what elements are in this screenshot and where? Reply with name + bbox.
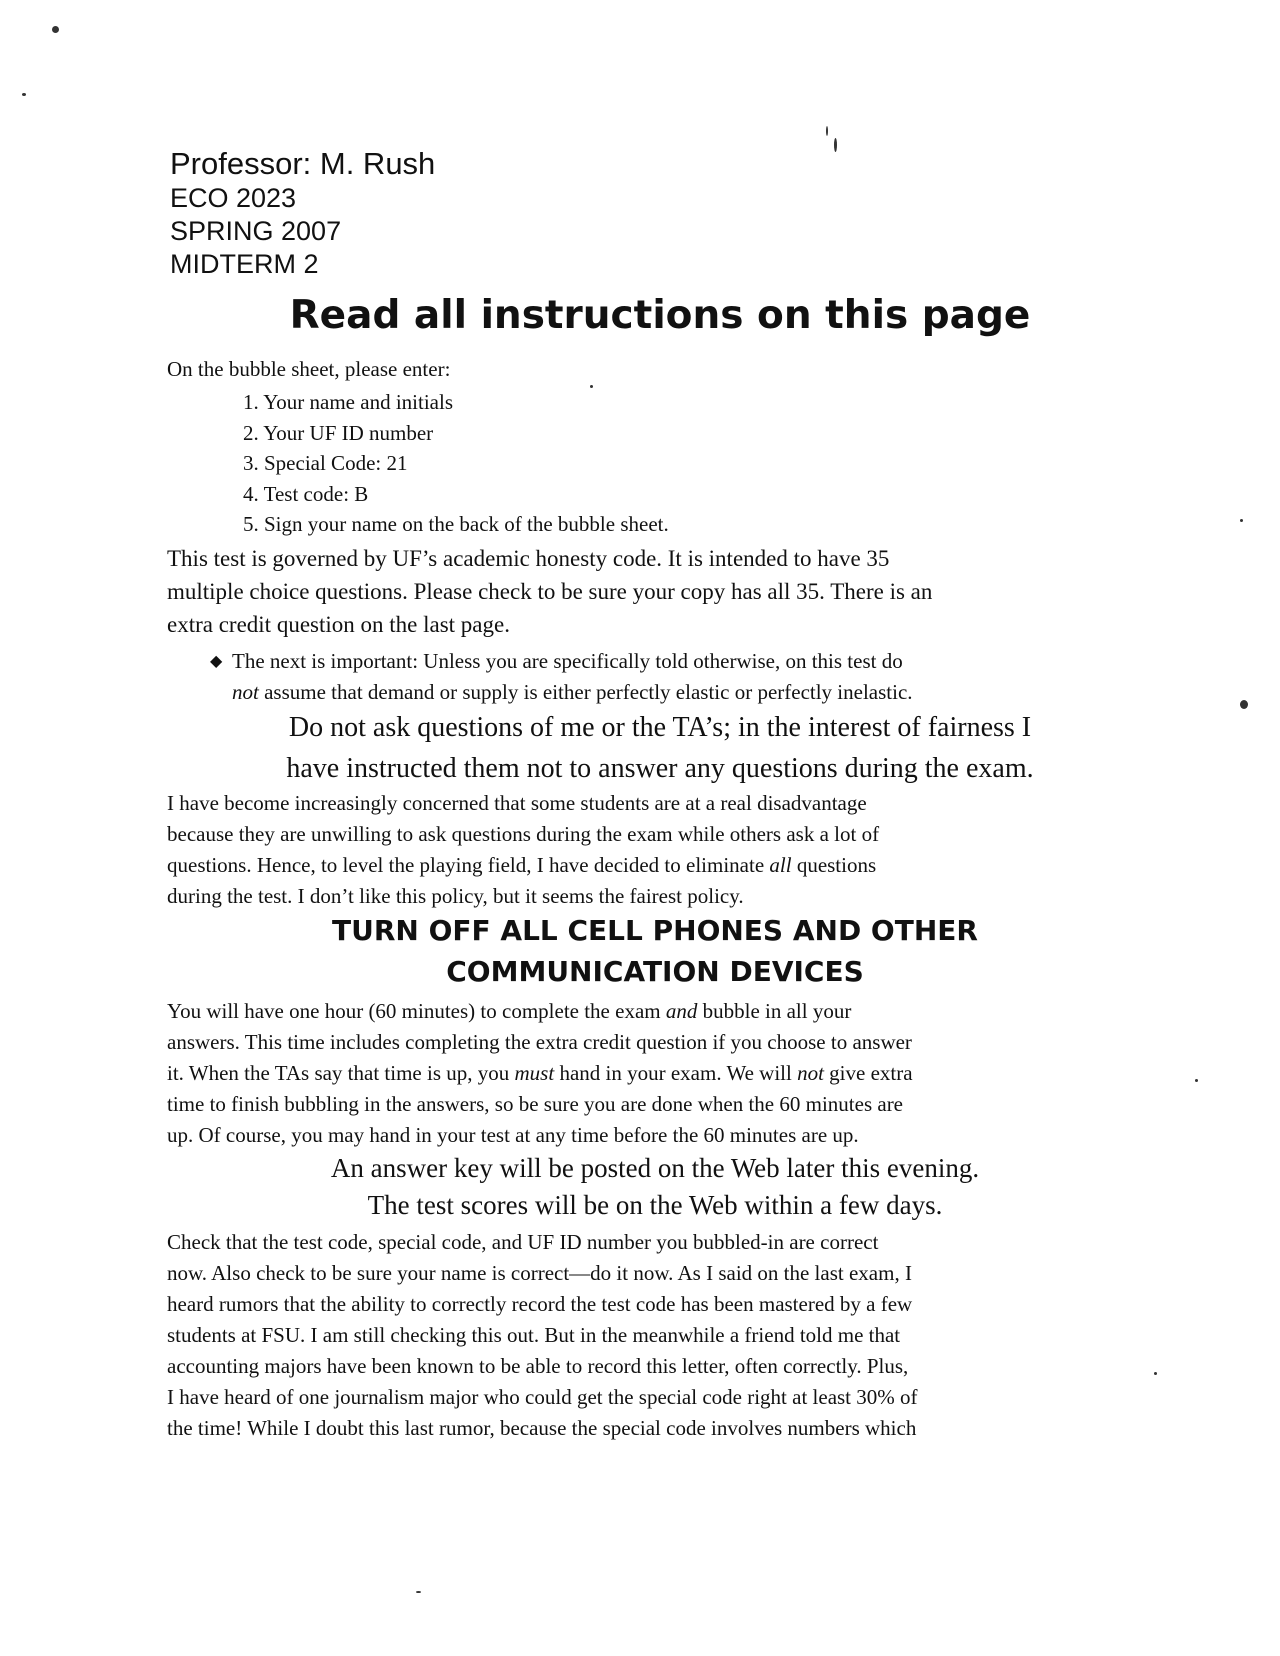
note-emphasis: not xyxy=(232,680,259,704)
check-line: I have heard of one journalism major who could get the special code right at least 30% of xyxy=(167,1385,918,1409)
time-limit-paragraph xyxy=(167,996,1087,1151)
time-emphasis: not xyxy=(797,1061,824,1085)
answer-key-line: An answer key will be posted on the Web later this evening. xyxy=(330,1153,980,1183)
exam-name: MIDTERM 2 xyxy=(170,249,319,279)
time-emphasis: and xyxy=(665,999,698,1023)
bubble-sheet-intro: On the bubble sheet, please enter: xyxy=(167,357,451,381)
honesty-paragraph xyxy=(167,542,1097,641)
time-line: answers. This time includes completing the extra credit question if you choose to answer xyxy=(167,1030,912,1054)
cell-phone-line: TURN OFF ALL CELL PHONES AND OTHER xyxy=(332,914,978,947)
honesty-line: multiple choice questions. Please check to be sure your copy has all 35. There is an xyxy=(167,579,933,604)
time-line: time to finish bubbling in the answers, so be sure you are done when the 60 minutes are xyxy=(167,1092,904,1116)
step-item: 1. Your name and initials xyxy=(243,390,453,414)
cell-phone-notice xyxy=(0,910,1280,992)
elasticity-note xyxy=(210,646,1090,708)
exam-header xyxy=(170,146,435,281)
concern-line: I have become increasingly concerned that some students are at a real disadvantage xyxy=(167,791,867,815)
check-codes-paragraph xyxy=(167,1227,1087,1444)
page-title: Read all instructions on this page xyxy=(289,293,1031,338)
note-line: The next is important: Unless you are specifically told otherwise, on this test do xyxy=(232,649,903,673)
check-line: the time! While I doubt this last rumor, because the special code involves numbers which xyxy=(167,1416,917,1440)
concern-line xyxy=(167,850,1087,881)
honesty-line: extra credit question on the last page. xyxy=(167,612,510,637)
step-item: 2. Your UF ID number xyxy=(243,420,434,445)
time-line xyxy=(167,1058,1087,1089)
check-line: Check that the test code, special code, and UF ID number you bubbled-in are correct xyxy=(167,1230,879,1254)
step-item: 5. Sign your name on the back of the bubble sheet. xyxy=(243,512,669,536)
check-line: students at FSU. I am still checking this out. But in the meanwhile a friend told me that xyxy=(167,1323,901,1347)
honesty-line: This test is governed by UF’s academic honesty code. It is intended to have 35 xyxy=(167,546,890,571)
scan-speck xyxy=(1240,519,1243,522)
time-text: it. When the TAs say that time is up, you xyxy=(167,1061,515,1085)
note-text: assume that demand or supply is either perfectly elastic or perfectly inelastic. xyxy=(258,680,913,704)
scan-speck xyxy=(834,138,837,152)
concern-paragraph xyxy=(167,788,1087,912)
cell-phone-line: COMMUNICATION DEVICES xyxy=(446,955,864,988)
professor-name: Professor: M. Rush xyxy=(170,146,436,181)
note-line xyxy=(232,677,1090,708)
scan-speck xyxy=(1154,1372,1157,1375)
check-line: heard rumors that the ability to correctly record the test code has been mastered by a few xyxy=(167,1292,913,1316)
scan-speck xyxy=(1195,1079,1198,1082)
course-code: ECO 2023 xyxy=(170,183,297,213)
time-text: give extra xyxy=(823,1061,913,1085)
check-line: accounting majors have been known to be able to record this letter, often correctly. Plus, xyxy=(167,1354,909,1378)
time-text: bubble in all your xyxy=(697,999,852,1023)
time-text: hand in your exam. We will xyxy=(554,1061,798,1085)
concern-line: during the test. I don’t like this policy, but it seems the fairest policy. xyxy=(167,884,744,908)
scan-speck xyxy=(826,126,828,136)
step-item: 4. Test code: B xyxy=(243,481,369,506)
step-item: 3. Special Code: 21 xyxy=(243,451,408,475)
time-line: up. Of course, you may hand in your test at any time before the 60 minutes are up. xyxy=(167,1123,859,1147)
answer-key-notice xyxy=(0,1150,1280,1224)
time-emphasis: must xyxy=(514,1061,555,1085)
no-questions-notice xyxy=(0,707,1280,789)
notice-line: Do not ask questions of me or the TA’s; in the interest of fairness I xyxy=(288,712,1032,743)
scan-speck xyxy=(22,93,26,96)
concern-line: because they are unwilling to ask questions during the exam while others ask a lot of xyxy=(167,822,880,846)
time-text: You will have one hour (60 minutes) to complete the exam xyxy=(167,999,666,1023)
concern-text: questions. Hence, to level the playing field, I have decided to eliminate xyxy=(167,853,770,877)
concern-text: questions xyxy=(791,853,877,877)
scan-speck xyxy=(52,26,59,33)
diamond-bullet-icon: ◆ xyxy=(210,653,223,670)
scan-speck xyxy=(416,1591,421,1593)
time-line xyxy=(167,996,1087,1027)
exam-term: SPRING 2007 xyxy=(170,216,342,246)
notice-line: have instructed them not to answer any questions during the exam. xyxy=(286,753,1034,784)
answer-key-line: The test scores will be on the Web within a few days. xyxy=(367,1190,943,1220)
concern-emphasis: all xyxy=(769,853,792,877)
bubble-sheet-steps xyxy=(243,387,669,540)
check-line: now. Also check to be sure your name is correct—do it now. As I said on the last exam, I xyxy=(167,1261,912,1285)
